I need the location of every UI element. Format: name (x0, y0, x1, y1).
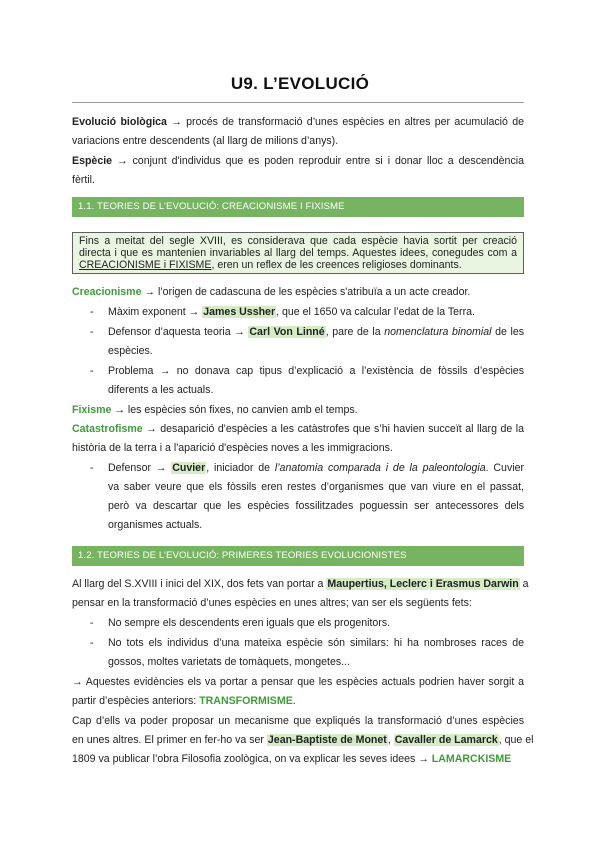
name-linne: Carl Von Linné (249, 326, 325, 338)
bullet-problema: Problema → no donava cap tipus d’explicació a l’existència de fòssils d’espècies (108, 365, 524, 377)
bullet-cuvier: Defensor → Cuvier, iniciador de l’anatomia comparada i de la paleontologia. Cuvier (108, 462, 525, 474)
term-creacionisme: Creacionisme (72, 286, 142, 298)
document-page: U9. L’EVOLUCIÓ Evolució biològica → procés de transformació d’unes espècies en altres per acumulació de variacions entre descendents (al llarg de milions d’anys). Espècie → conjunt d'individus que es poden reproduir entre si i donar lloc a descendència fèrtil. 1.1. TEORIES DE L’EVOLUCIÓ: CREACIONISME I FIXISME Fins a meitat del segle XVIII, es considerava que cada espècie havia sortit per creació directa i que es mantenien invariables al llarg del temps. Aquestes idees, conegudes com a CREACIONISME i FIXISME, eren un reflex de les creences religioses dominants. Creacionisme → l’origen de cadascuna de les espècies s'atribuïa a un acte creador. - Màxim exponent → James Ussher, que el 1650 va calcular l’edat de la Terra. - Defensor d’aquesta teoria → Carl Von Linné, pare de la nomenclatura binomial de les espècies. - Problema → no donava cap tipus d’explicació a l’existència de fòssils d’espècies diferents a les actuals. Fixisme → les espècies són fixes, no canvien amb el temps. Catastrofisme → desaparició d'espècies a les catàstrofes que s’hi havien succeït al llarg de la història de la terra i a l'aparició d'espècies noves a les immigracions. - Defensor → Cuvier, iniciador de l’anatomia comparada i de la paleontologia. Cuvier va saber veure que els fòssils eren restes d’organismes que van viure en el passat, però va descartar que les espècies fossilitzades poguessin ser antecessores dels organismes actuals. 1.2. TEORIES DE L’EVOLUCIÓ: PRIMERES TEORIES EVOLUCIONISTES Al llarg del S.XVIII i inici del XIX, dos fets van portar a Maupertius, Leclerc i Erasmus Darwin a pensar en la transformació d’unes espècies en unes altres; van ser els següents fets: - No sempre els descendents eren iguals que els progenitors. - No tots els individus d’una mateixa espècie són similars: hi ha nombroses races de gossos, moltes varietats de tomàquets, mongetes... → Aquestes evidències els va portar a pensar que les espècies actuals podrien haver sorgit a partir d’espècies anteriors: TRANSFORMISME. Cap d’ells va poder proposar un mecanisme que expliqués la transformació d’unes espècies en unes altres. El primer en fer-ho va ser Jean-Baptiste de Monet, Cavaller de Lamarck, que el 1809 va publicar l’obra Filosofia zoològica, on va explicar les seves idees → LAMARCKISME (0, 0, 600, 848)
bullet-dash: - (90, 617, 94, 629)
term-lamarckisme: LAMARCKISME (431, 753, 512, 765)
section-heading-1: 1.1. TEORIES DE L’EVOLUCIÓ: CREACIONISME I FIXISME (72, 197, 524, 217)
bullet-ussher: Màxim exponent → James Ussher, que el 1650 va calcular l’edat de la Terra. (108, 306, 475, 318)
name-cuvier: Cuvier (172, 462, 206, 474)
section-heading-2: 1.2. TEORIES DE L’EVOLUCIÓ: PRIMERES TEORIES EVOLUCIONISTES (72, 546, 524, 566)
definition-fixisme: Fixisme → les espècies són fixes, no canvien amb el temps. (72, 404, 358, 416)
bullet-dash: - (90, 306, 94, 318)
highlight-box: Fins a meitat del segle XVIII, es considerava que cada espècie havia sortit per creació directa i que es mantenien invariables al llarg del temps. Aquestes idees, conegudes com a CREACIONISME i FIXISME, eren un reflex de les creences religioses dominants. (72, 232, 524, 274)
definition-especie-cont: fèrtil. (72, 174, 95, 186)
term-especie: Espècie (72, 155, 113, 167)
title-divider (72, 102, 524, 103)
name-lamarck: Cavaller de Lamarck (394, 734, 498, 746)
names-maupertius: Maupertius, Leclerc i Erasmus Darwin (327, 578, 519, 590)
bullet-fact-2: No tots els individus d’una mateixa espècie són similars: hi ha nombroses races de (108, 637, 524, 649)
term-creacionisme-fixisme: CREACIONISME i FIXISME (79, 259, 212, 271)
name-monet: Jean-Baptiste de Monet (267, 734, 387, 746)
definition-especie: Espècie → conjunt d'individus que es poden reproduir entre si i donar lloc a descendència (72, 155, 524, 167)
bullet-dash: - (90, 326, 94, 338)
definition-catastrofisme: Catastrofisme → desaparició d'espècies a les catàstrofes que s’hi havien succeït al llarg de la (72, 423, 524, 435)
paragraph-lamarck: Cap d’ells va poder proposar un mecanisme que expliqués la transformació d’unes espècies (72, 715, 524, 727)
bullet-linne: Defensor d’aquesta teoria → Carl Von Linné, pare de la nomenclatura binomial de les (108, 326, 525, 338)
definition-creacionisme: Creacionisme → l’origen de cadascuna de les espècies s'atribuïa a un acte creador. (72, 286, 471, 298)
term-fixisme: Fixisme (72, 404, 112, 416)
paragraph-evidencies: → Aquestes evidències els va portar a pensar que les espècies actuals podrien haver sorgit a (72, 676, 524, 688)
definition-evolucio-cont: variacions entre descendents (al llarg de milions d’anys). (72, 135, 339, 147)
definition-evolucio: Evolució biològica → procés de transformació d’unes espècies en altres per acumulació de (72, 116, 524, 128)
term-catastrofisme: Catastrofisme (72, 423, 143, 435)
bullet-fact-1: No sempre els descendents eren iguals que els progenitors. (108, 617, 391, 629)
paragraph-intro: Al llarg del S.XVIII i inici del XIX, dos fets van portar a Maupertius, Leclerc i Erasmus Darwin a (72, 578, 529, 590)
bullet-dash: - (90, 462, 94, 474)
term-evolucio: Evolució biològica (72, 116, 167, 128)
bullet-dash: - (90, 365, 94, 377)
name-ussher: James Ussher (203, 306, 276, 318)
bullet-dash: - (90, 637, 94, 649)
page-title: U9. L’EVOLUCIÓ (230, 74, 370, 93)
term-transformisme: TRANSFORMISME (199, 695, 293, 707)
